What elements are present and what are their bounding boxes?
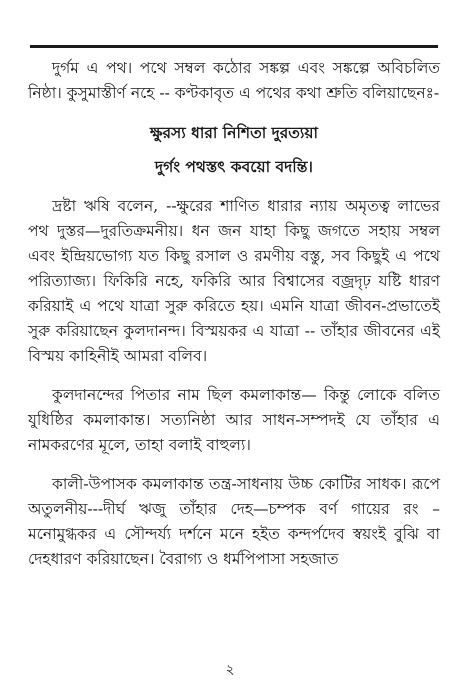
page-body xyxy=(28,56,440,572)
page-number: ২ xyxy=(225,662,235,678)
paragraph-kamalakanta: কালী-উপাসক কমলাকান্ত তন্ত্র-সাধনায় উচ্চ কোটির সাধক। রূপে অতুলনীয়---দীর্ঘ ঋজু তাঁহার দেহ—চম্পক বর্ণ গায়ের রং – মনোমুগ্ধকর এ সৌন্দর্য্য দর্শনে মনে হইত কন্দর্পদেব স্বয়ংই বুঝি বা দেহধারণ করিয়াছেন। বৈরাগ্য ও ধর্মপিপাসা সহজাত xyxy=(28,475,440,568)
verse-line-1: ক্ষুরস্য ধারা নিশিতা দুরত্যয়া xyxy=(149,123,319,142)
paragraph-father: কুলদানন্দের পিতার নাম ছিল কমলাকান্ত— কিন্তু লোকে বলিত যুধিষ্ঠির কমলাকান্ত। সত্যনিষ্ঠা আর সাধন-সম্পদই যে তাঁহার এ নামকরণের মূলে, তাহা বলাই বাহুল্য। xyxy=(28,386,440,454)
paragraph-intro: দুর্গম এ পথ। পথে সম্বল কঠোর সঙ্কল্প এবং সঙ্কল্পে অবিচলিত নিষ্ঠা। কুসুমাস্তীর্ণ নহে -- কণ্টকাবৃত এ পথের কথা শ্রুতি বলিয়াছেনঃ- xyxy=(28,59,440,102)
verse-line-2: দুর্গং পথস্তৎ কবয়ো বদন্তি। xyxy=(155,157,313,176)
paragraph-seer: দ্রষ্টা ঋষি বলেন, --ক্ষুরের শাণিত ধারার ন্যায় অমৃতত্ব লাভের পথ দুস্তর—দুরতিক্রমনীয়। ধন জন যাহা কিছু জগতে সহায় সম্বল এবং ইন্দ্রিয়ভোগ্য যত কিছু রসাল ও রমণীয় বস্তু, সব কিছুই এ পথে পরিত্যাজ্য। ফিকিরি নহে, ফকিরি আর বিশ্বাসের বজ্রদৃঢ় যষ্টি ধারণ করিয়াই এ পথে যাত্রা সুরু করিতে হয়। এমনি যাত্রা জীবন-প্রভাতেই সুরু করিয়াছেন কুলদানন্দ। বিস্ময়কর এ যাত্রা -- তাঁহার জীবনের এই বিস্ময় কাহিনীই আমরা বলিব। xyxy=(28,197,440,365)
top-rule xyxy=(30,45,438,48)
